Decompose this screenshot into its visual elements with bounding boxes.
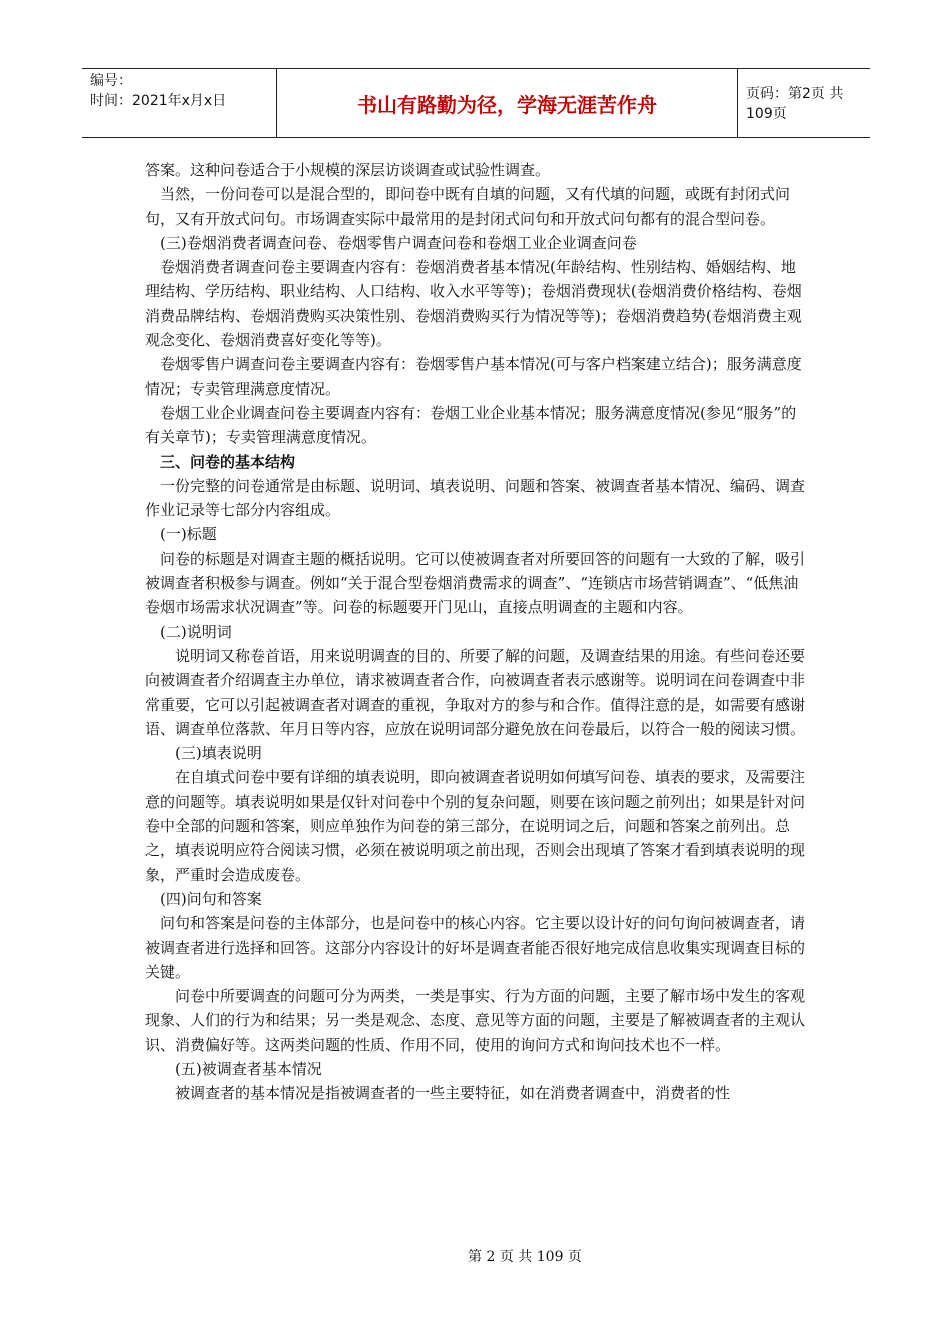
section-heading: (二)说明词	[160, 622, 232, 641]
chapter-heading: 三、问卷的基本结构	[160, 452, 296, 471]
section-heading: (一)标题	[160, 525, 217, 544]
paragraph: 问卷中所要调查的问题可分为两类，一类是事实、行为方面的问题，主要了解市场中发生的客观现象、人们的行为和结果；另一类是观念、态度、意见等方面的问题，主要是了解被调查者的主观认识、消费偏好等。这两类问题的性质、作用不同，使用的询问方式和询问技术也不一样。	[145, 987, 806, 1054]
page-header	[82, 68, 870, 138]
paragraph: 一份完整的问卷通常是由标题、说明词、填表说明、问题和答案、被调查者基本情况、编码、调查作业记录等七部分内容组成。	[145, 476, 806, 520]
paragraph: 说明词又称卷首语，用来说明调查的目的、所要了解的问题，及调查结果的用途。有些问卷还要向被调查者介绍调查主办单位，请求被调查者合作，向被调查者表示感谢等。说明词在问卷调查中非常重要，它可以引起被调查者对调查的重视，争取对方的参与和合作。值得注意的是，如需要有感谢语、调查单位落款、年月日等内容，应放在说明词部分避免放在问卷最后，以符合一般的阅读习惯。	[145, 646, 806, 738]
paragraph: 在自填式问卷中要有详细的填表说明，即向被调查者说明如何填写问卷、填表的要求，及需要注意的问题等。填表说明如果是仅针对问卷中个别的复杂问题，则要在该问题之前列出；如果是针对问卷中全部的问题和答案，则应单独作为问卷的第三部分，在说明词之后，问题和答案之前列出。总之，填表说明应符合阅读习惯，必须在被说明项之前出现，否则会出现填了答案才看到填表说明的现象，严重时会造成废卷。	[145, 768, 806, 884]
paragraph: 卷烟工业企业调查问卷主要调查内容有：卷烟工业企业基本情况；服务满意度情况(参见“服务”的有关章节)；专卖管理满意度情况。	[145, 403, 797, 447]
page-info: 页码：第2页 共109页	[746, 86, 844, 122]
section-heading: (四)问句和答案	[160, 889, 262, 908]
paragraph: 答案。这种问卷适合于小规模的深层访谈调查或试验性调查。	[145, 161, 551, 179]
paragraph: 卷烟消费者调查问卷主要调查内容有：卷烟消费者基本情况(年龄结构、性别结构、婚姻结构、地理结构、学历结构、职业结构、人口结构、收入水平等等)；卷烟消费现状(卷烟消费价格结构、卷烟消费品牌结构、卷烟消费购买决策性别、卷烟消费购买行为情况等等)；卷烟消费趋势(卷烟消费主观观念变化、卷烟消费喜好变化等等)。	[145, 258, 802, 350]
paragraph: 卷烟零售户调查问卷主要调查内容有：卷烟零售户基本情况(可与客户档案建立结合)；服务满意度情况；专卖管理满意度情况。	[145, 355, 802, 398]
motto: 书山有路勤为径，学海无涯苦作舟	[277, 69, 738, 137]
paragraph: 问句和答案是问卷的主体部分，也是问卷中的核心内容。它主要以设计好的问句询问被调查者，请被调查者进行选择和回答。这部分内容设计的好坏是调查者能否很好地完成信息收集实现调查目标的关键。	[145, 914, 806, 981]
section-heading: (三)卷烟消费者调查问卷、卷烟零售户调查问卷和卷烟工业企业调查问卷	[160, 233, 637, 252]
page-footer: 第 2 页 共 109 页	[468, 1249, 582, 1265]
section-heading: (三)填表说明	[175, 744, 262, 763]
section-heading: (五)被调查者基本情况	[175, 1059, 322, 1078]
header-left-cell	[82, 69, 277, 137]
date-label: 时间：2021年x月x日	[90, 93, 227, 109]
paragraph: 被调查者的基本情况是指被调查者的一些主要特征，如在消费者调查中，消费者的性	[175, 1084, 731, 1103]
number-label: 编号：	[90, 73, 132, 89]
paragraph: 问卷的标题是对调查主题的概括说明。它可以使被调查者对所要回答的问题有一大致的了解，吸引被调查者积极参与调查。例如“关于混合型卷烟消费需求的调查”、“连锁店市场营销调查”、“低焦油卷烟市场需求状况调查”等。问卷的标题要开门见山，直接点明调查的主题和内容。	[145, 549, 806, 617]
document-body	[145, 158, 810, 1106]
paragraph: 当然，一份问卷可以是混合型的，即问卷中既有自填的问题，又有代填的问题，或既有封闭式问句，又有开放式问句。市场调查实际中最常用的是封闭式问句和开放式问句都有的混合型问卷。	[145, 185, 791, 228]
